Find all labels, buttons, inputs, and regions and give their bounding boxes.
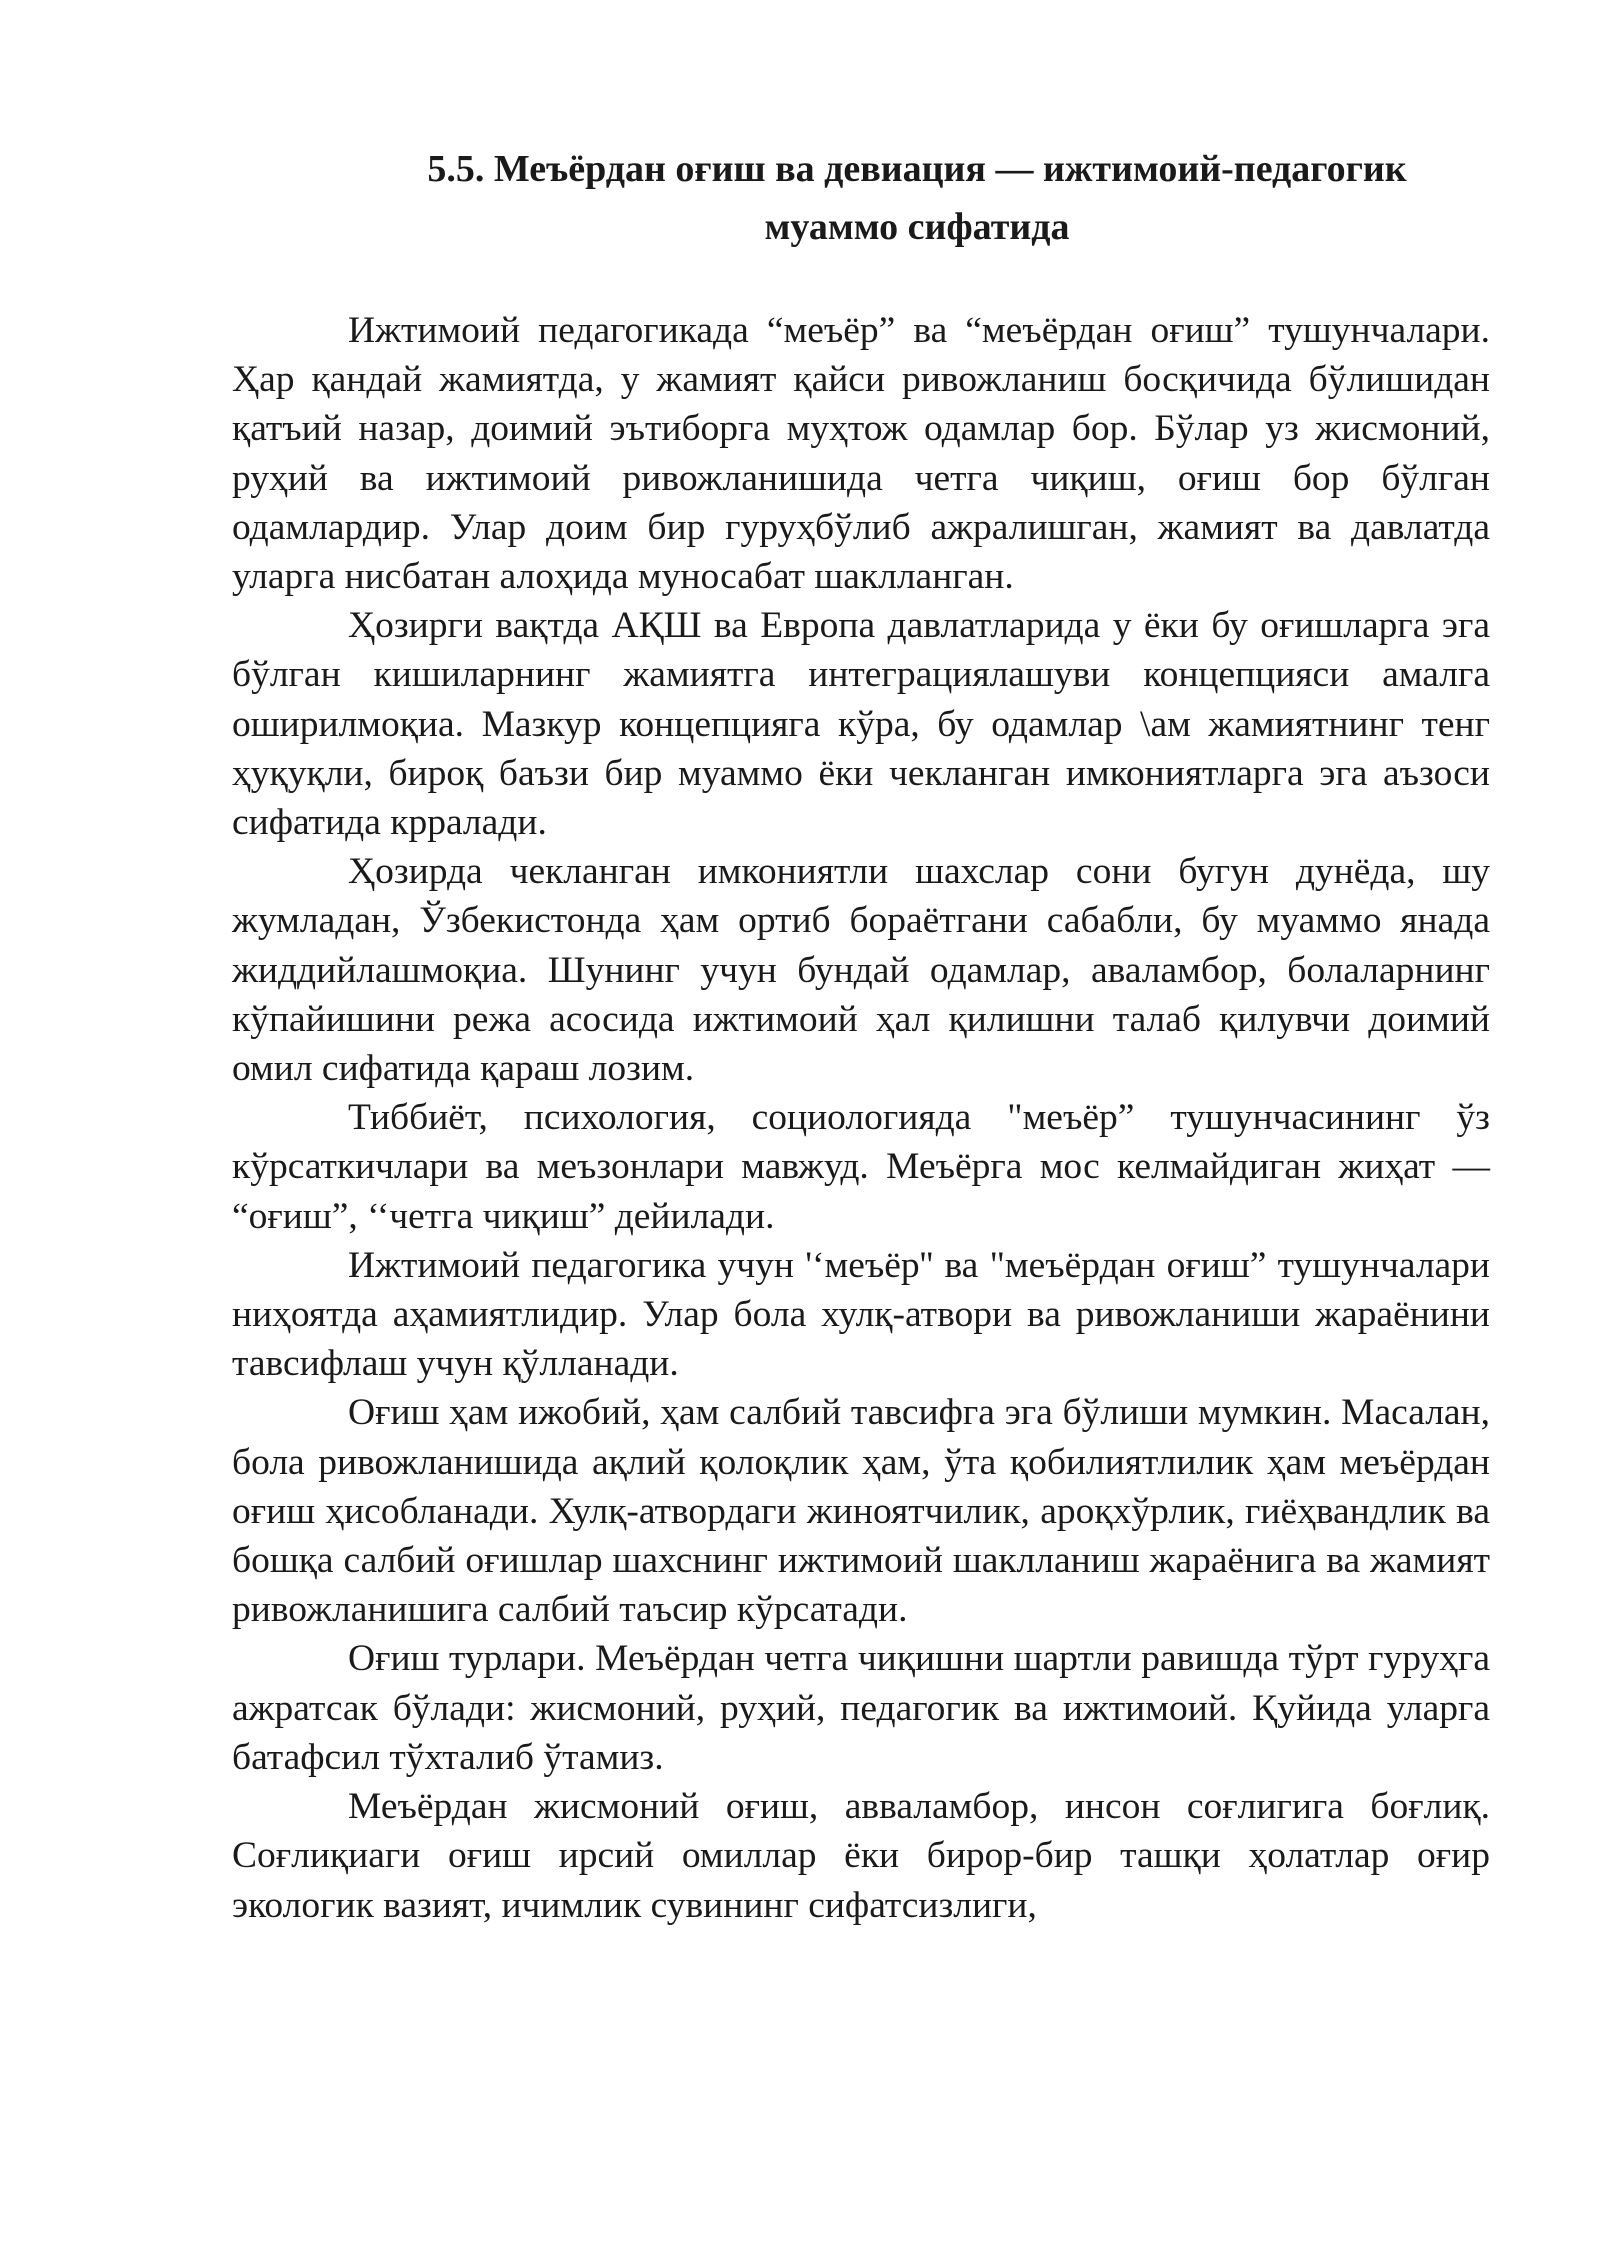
- section-heading-line-1: 5.5. Меъёрдан оғиш ва девиация — ижтимоий-педагогик: [427, 148, 1407, 190]
- paragraph-limited-abilities: Ҳозирда чекланган имкониятли шахслар сони бугун дунёда, шу жумладан, Ўзбекистонда ҳам ортиб бораётгани сабабли, бу муаммо янада жиддийлашмоқиа. Шунинг учун бундай одамлар, аваламбор, болаларнинг кўпайишини режа асосида ижтимоий ҳал қилишни талаб қилувчи доимий омил сифатида қараш лозим.: [232, 851, 1490, 1090]
- paragraph-norm-indicators: Тиббиёт, психология, социологияда "меъёр” тушунчасининг ўз кўрсаткичлари ва меъзонлари мавжуд. Меъёрга мос келмайдиган жиҳат — “оғиш”, ‘‘четга чиқиш” дейилади.: [232, 1097, 1490, 1237]
- paragraph-norm-concepts: Ижтимоий педагогикада “меъёр” ва “меъёрдан оғиш” тушунчалари. Ҳар қандай жамиятда, у жамият қайси ривожланиш босқичида бўлишидан қатъий назар, доимий эътиборга муҳтож одамлар бор. Бўлар уз жисмоний, руҳий ва ижтимоий ривожланишида четга чиқиш, оғиш бор бўлган одамлардир. Улар доим бир гуруҳбўлиб ажралишган, жамият ва давлатда уларга нисбатан алоҳида муносабат шаклланган.: [232, 310, 1490, 598]
- paragraph-social-pedagogy-importance: Ижтимоий педагогика учун '‘меъёр'' ва "меъёрдан оғиш” тушунчалари ниҳоятда аҳамиятлидир. Улар бола хулқ-атвори ва ривожланиши жараёнини тавсифлаш учун қўлланади.: [232, 1244, 1490, 1385]
- paragraph-deviation-types: Оғиш турлари. Меъёрдан четга чиқишни шартли равишда тўрт гуруҳга ажратсак бўлади: жисмоний, руҳий, педагогик ва ижтимоий. Қуйида уларга батафсил тўхталиб ўтамиз.: [232, 1638, 1490, 1778]
- page-content: [232, 140, 1490, 1930]
- paragraph-integration-concept: Ҳозирги вақтда АҚШ ва Европа давлатларида у ёки бу оғишларга эга бўлган кишиларнинг жамиятга интеграциялашуви концепцияси амалга оширилмоқиа. Мазкур концепцияга кўра, бу одамлар \ам жамиятнинг тенг ҳуқуқли, бироқ баъзи бир муаммо ёки чекланган имкониятларга эга аъзоси сифатида крралади.: [232, 605, 1490, 844]
- section-heading-line-2: муаммо сифатида: [764, 206, 1070, 248]
- section-heading: [232, 140, 1490, 256]
- paragraph-positive-negative-deviation: Оғиш ҳам ижобий, ҳам салбий тавсифга эга бўлиши мумкин. Масалан, бола ривожланишида ақлий қолоқлик ҳам, ўта қобилиятлилик ҳам меъёрдан оғиш ҳисобланади. Хулқ-атвордаги жиноятчилик, ароқхўрлик, гиёҳвандлик ва бошқа салбий оғишлар шахснинг ижтимоий шаклланиш жараёнига ва жамият ривожланишига салбий таъсир кўрсатади.: [232, 1392, 1490, 1631]
- paragraph-physical-deviation: Меъёрдан жисмоний оғиш, авваламбор, инсон соғлигига боғлиқ. Соғлиқиаги оғиш ирсий омиллар ёки бирор-бир ташқи ҳолатлар оғир экологик вазият, ичимлик сувининг сифатсизлиги,: [232, 1786, 1490, 1926]
